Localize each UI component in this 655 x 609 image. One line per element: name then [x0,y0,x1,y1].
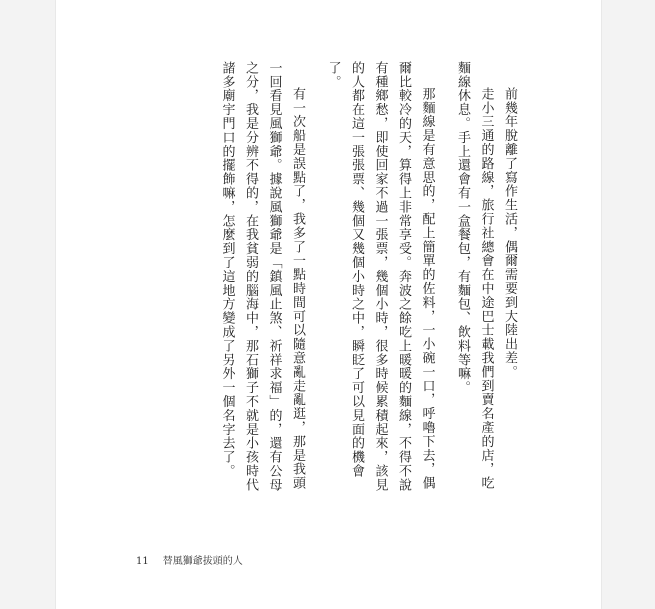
paragraph-3: 那麵線是有意思的，配上簡單的佐料，一小碗一口，呼嚕下去，偶爾比較冷的天，算得上非常享受。奔波之餘吃上暖暖的麵線，不得不說有種鄉愁，即使回家不過一張票，幾個小時，很多時候累積起來，該見的人都在這一張張票、幾個又幾個小時之中，瞬眨了可以見面的機會了。 [325,61,435,492]
page-footer [136,552,243,567]
page-number: 11 [136,556,149,567]
paragraph-2: 走小三通的路線，旅行社總會在中途巴士載我們到賣名產的店，吃麵線休息。手上還會有一盒餐包，有麵包、飲料等嘛。 [455,61,494,491]
paragraph-1: 前幾年脫離了寫作生活，偶爾需要到大陸出差。 [502,87,517,379]
book-page [56,0,601,609]
running-title: 替風獅爺拔頭的人 [162,556,243,567]
body-text [215,61,521,501]
paragraph-4: 有一次船是誤點了，我多了一點時間可以隨意亂走亂逛，那是我頭一回看見風獅爺。據說風獅爺是「鎮風止煞、祈祥求福」的，還有公母之分，我是分辨不得的，在我貧弱的腦海中，那石獅子不就是小孩時代諸多廟宇門口的擺飾嘛，怎麼到了這地方變成了另外一個名字去了。 [219,61,305,492]
